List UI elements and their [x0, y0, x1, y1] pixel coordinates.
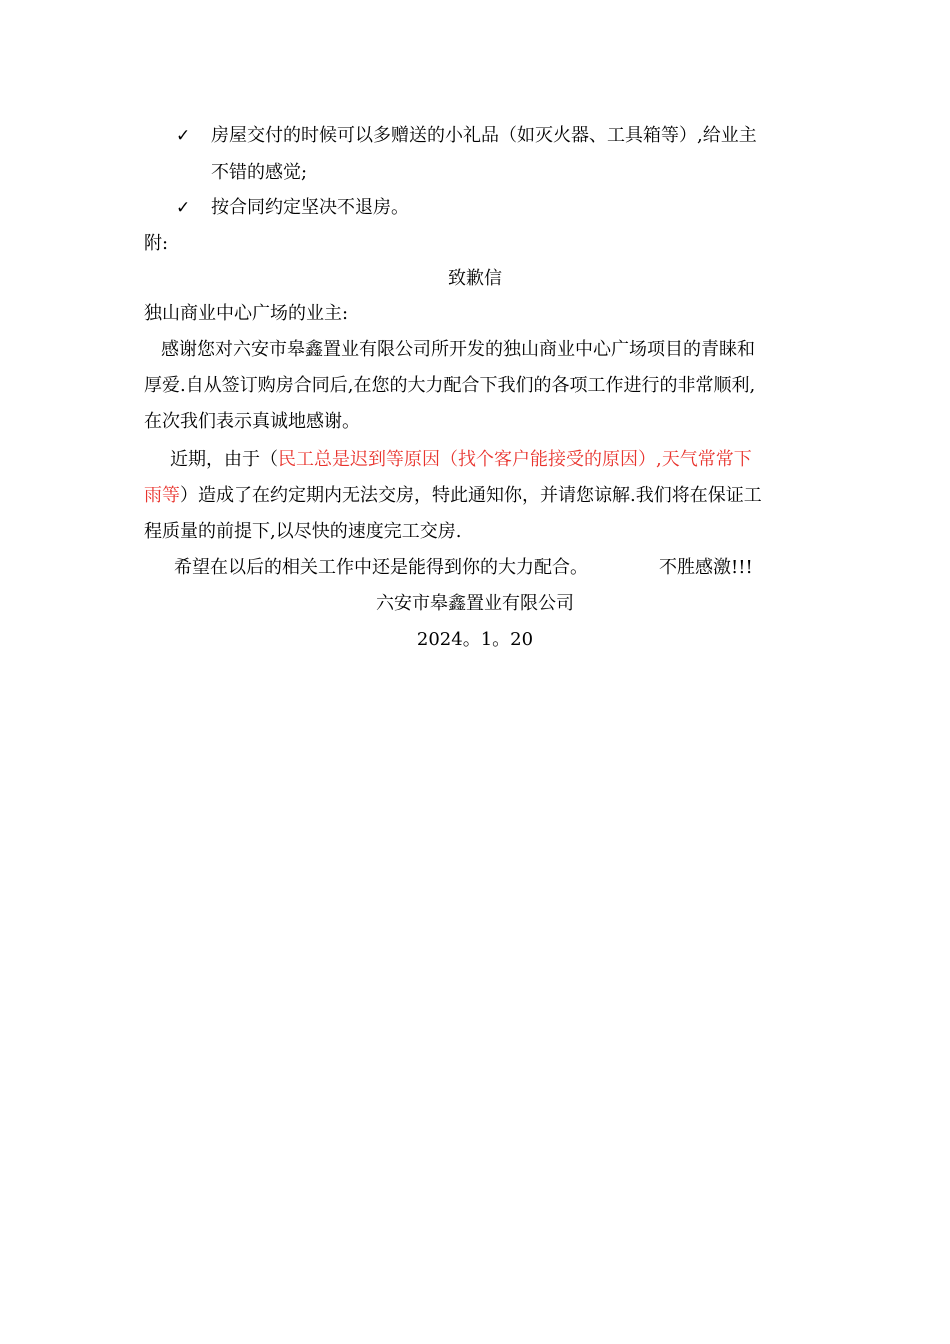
signature-company: 六安市皋鑫置业有限公司	[376, 593, 574, 614]
para2-line-1-prefix: 近期，由于（	[170, 449, 278, 470]
para1-line-2: 厚爱.自从签订购房合同后,在您的大力配合下我们的各项工作进行的非常顺利,	[144, 375, 756, 396]
check-icon: ✓	[176, 198, 191, 218]
check-icon: ✓	[176, 126, 191, 146]
para2-line-3: 程质量的前提下,以尽快的速度完工交房.	[144, 521, 462, 542]
para3-text: 希望在以后的相关工作中还是能得到你的大力配合。	[174, 557, 588, 578]
bullet-2-line-1: 按合同约定坚决不退房。	[211, 197, 409, 218]
para2-line-1	[170, 448, 752, 472]
bullet-1-line-1: 房屋交付的时候可以多赠送的小礼品（如灭火器、工具箱等）,给业主	[211, 125, 757, 146]
para2-highlight-reason: 民工总是迟到等原因（找个客户能接受的原因）,天气常常下	[278, 449, 752, 470]
para2-line-2	[144, 484, 762, 508]
para1-line-3: 在次我们表示真诚地感谢。	[144, 411, 360, 432]
para3-thanks: 不胜感激!!!	[659, 557, 753, 578]
letter-title: 致歉信	[448, 268, 502, 289]
letter-salutation: 独山商业中心广场的业主:	[144, 303, 349, 324]
para2-line-2-suffix: ）造成了在约定期内无法交房，特此通知你，并请您谅解.我们将在保证工	[180, 485, 762, 506]
para1-line-1: 感谢您对六安市皋鑫置业有限公司所开发的独山商业中心广场项目的青睐和	[161, 339, 755, 360]
para2-highlight-reason-end: 雨等	[144, 485, 180, 506]
attachment-label: 附:	[144, 233, 169, 254]
signature-date: 2024。1。20	[416, 629, 534, 650]
bullet-1-line-2: 不错的感觉;	[211, 162, 308, 183]
